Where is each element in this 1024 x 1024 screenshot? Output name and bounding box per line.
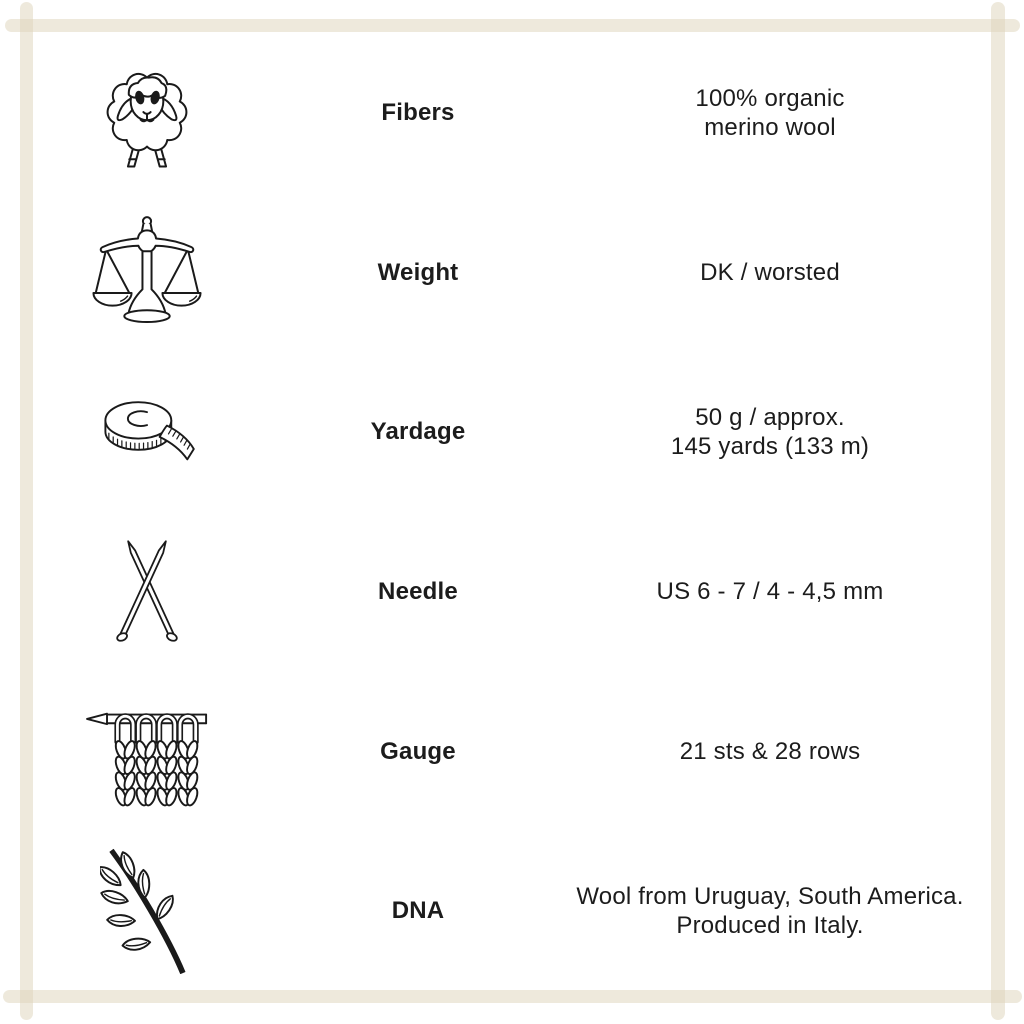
scale-icon xyxy=(33,213,260,333)
row-value: 100% organic merino wool xyxy=(695,84,845,141)
knitting-needles-icon xyxy=(33,538,260,646)
row-value: US 6 - 7 / 4 - 4,5 mm xyxy=(656,578,884,606)
row-label: Yardage xyxy=(370,418,466,446)
frame-tape-right xyxy=(991,2,1005,1020)
frame-tape-bottom xyxy=(3,990,1022,1003)
measuring-tape-icon xyxy=(33,389,260,476)
sheep-icon xyxy=(33,54,260,172)
spec-table xyxy=(33,33,991,991)
row-label: Weight xyxy=(377,258,459,286)
spec-row-gauge xyxy=(33,672,991,832)
spec-row-fibers xyxy=(33,33,991,193)
spec-row-weight xyxy=(33,193,991,353)
row-value: 21 sts & 28 rows xyxy=(679,737,861,765)
row-value: DK / worsted xyxy=(700,258,840,286)
gauge-swatch-icon xyxy=(33,695,260,808)
row-label: Needle xyxy=(378,577,458,605)
row-label: Fibers xyxy=(381,98,455,126)
row-label: Gauge xyxy=(380,737,456,765)
row-value: 50 g / approx. 145 yards (133 m) xyxy=(670,403,870,461)
spec-row-needle xyxy=(33,512,991,672)
spec-row-dna xyxy=(33,831,991,991)
frame-tape-top xyxy=(5,19,1020,32)
leaf-branch-icon xyxy=(33,844,260,978)
row-value: Wool from Uruguay, South America. Produced in Italy. xyxy=(576,882,964,940)
frame-tape-left xyxy=(20,2,33,1020)
spec-row-yardage xyxy=(33,352,991,512)
row-label: DNA xyxy=(391,897,445,925)
